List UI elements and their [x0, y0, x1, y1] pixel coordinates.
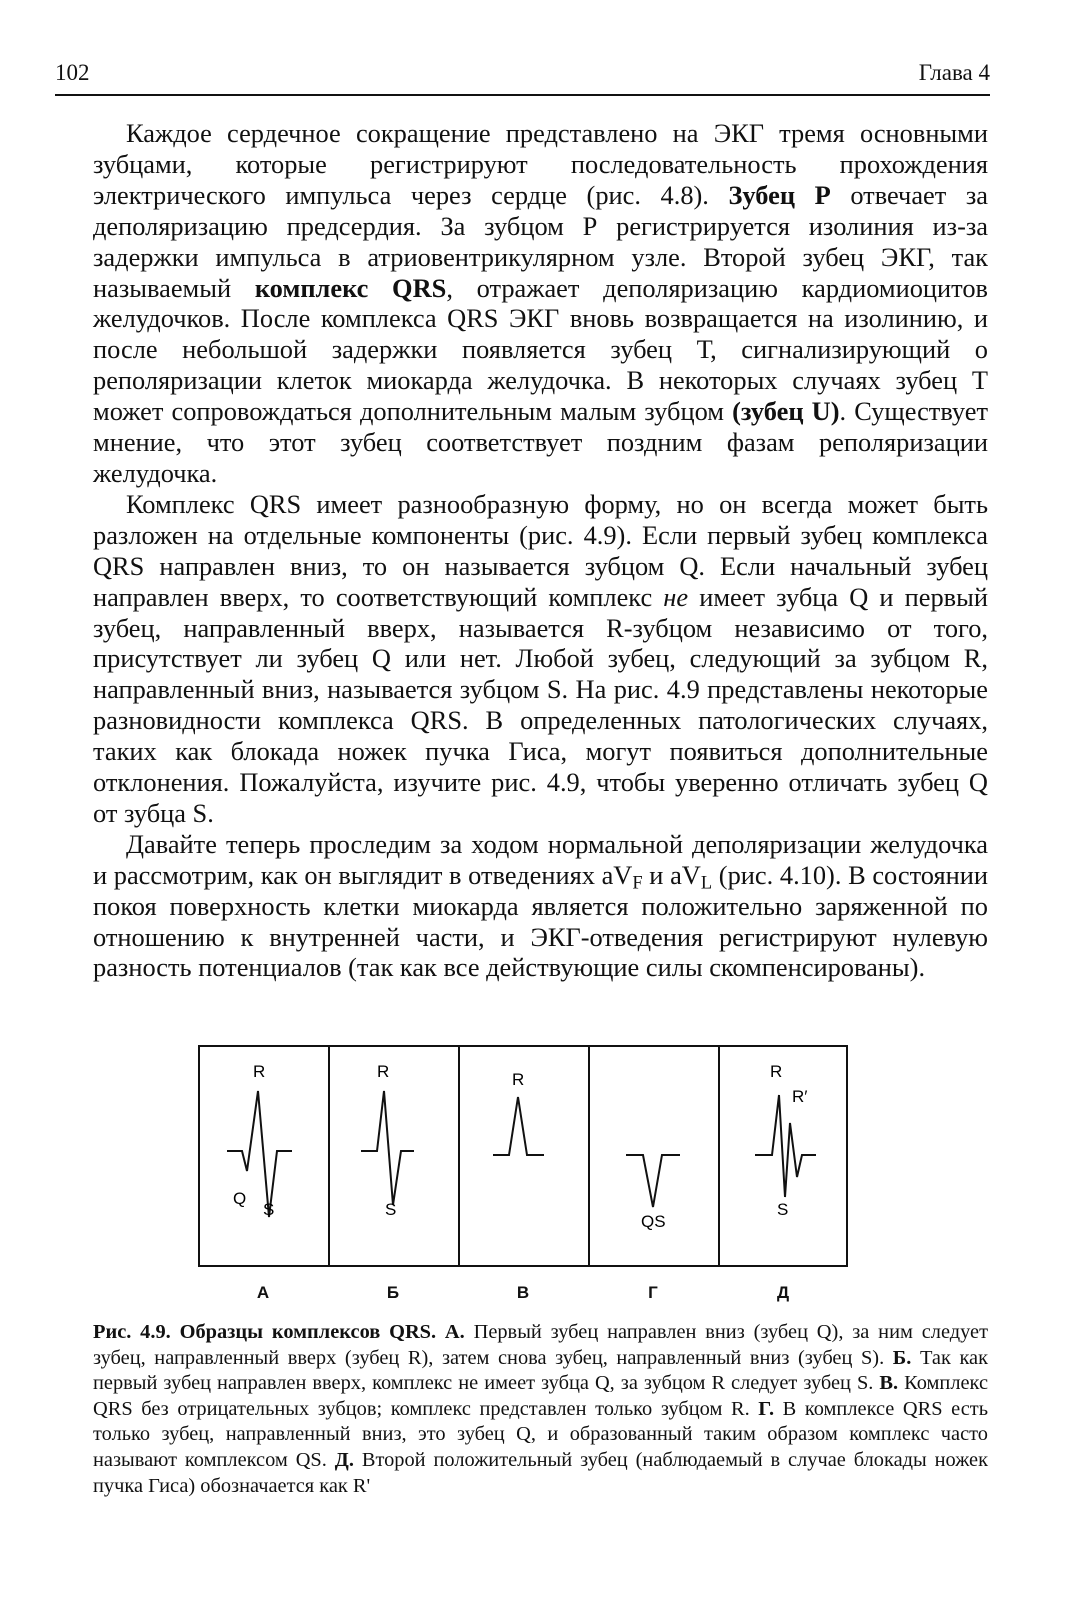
text: (рис. 4.10). В состоянии покоя поверхность клетки миокарда является положительно заряженной по отношению к внутренней части, и ЭКГ-отведения регистрируют нулевую разность потенциалов (так как все действующие силы скомпенсированы).	[93, 859, 989, 983]
text: Комплекс QRS имеет разнообразную форму, но он всегда может быть разложен на отдельные компоненты (рис. 4.9). Если первый зубец комплекса QRS направлен вниз, то он называется зубцом Q. Если начальный зубец направлен вверх, то соответствующий комплекс	[93, 488, 988, 612]
term-p-wave: Зубец Р	[728, 179, 831, 210]
term-u-wave: (зубец U)	[732, 396, 840, 427]
figure-caption	[93, 1320, 988, 1499]
caption-text	[93, 1320, 988, 1499]
wave-label-r: R	[253, 1062, 266, 1081]
subscript-l: L	[700, 872, 713, 893]
qrs-waveform-d	[720, 1047, 846, 1265]
qrs-waveform-a	[200, 1047, 328, 1265]
text: Комплекс QRS без отрицательных зубцов; комплекс представлен только зубцом R.	[93, 1372, 988, 1420]
panel-letter-g: Г	[648, 1283, 658, 1302]
caption-marker-d: Д.	[334, 1448, 354, 1471]
body-text	[93, 118, 988, 983]
wave-label-r: R	[770, 1062, 783, 1081]
panel-c	[460, 1047, 590, 1265]
text: Каждое сердечное сокращение представлено на ЭКГ тремя основными зубцами, которые регистрируют последовательность прохождения электрического импульса через сердце (рис. 4.8).	[93, 118, 988, 210]
qrs-waveform-b	[330, 1047, 458, 1265]
subscript-f: F	[632, 872, 643, 893]
wave-label-s: S	[385, 1200, 397, 1219]
text: Давайте теперь проследим за ходом нормальной деполяризации желудочка и рассмотрим, как он выглядит в отведениях aV	[93, 828, 988, 890]
text: Второй положительный зубец (наблюдаемый в случае блокады ножек пучка Гиса) обозначается как R'	[93, 1448, 988, 1497]
qrs-waveform-g	[590, 1047, 718, 1265]
panel-letter-d: Д	[776, 1283, 790, 1302]
wave-label-s: S	[777, 1200, 789, 1219]
caption-marker-c: В.	[879, 1372, 899, 1395]
paragraph-1	[93, 118, 988, 489]
wave-label-r: R	[512, 1070, 525, 1089]
qrs-waveform-c	[460, 1047, 588, 1265]
page-number: 102	[55, 60, 90, 85]
paragraph-3	[93, 829, 988, 984]
wave-label-r-prime: R′	[792, 1087, 808, 1106]
text: имеет зубца Q и первый зубец, направленный вверх, называется R-зубцом независимо от того, присутствует ли зубец Q или нет. Любой зубец, следующий за зубцом R, направленный вниз, называется зубцом S. На рис. 4.9 представлены некоторые разновидности комплекса QRS. В определенных патологических случаях, таких как блокада ножек пучка Гиса, могут появиться дополнительные отклонения. Пожалуйста, изучите рис. 4.9, чтобы уверенно отличать зубец Q от зубца S.	[93, 581, 988, 828]
wave-label-s: S	[263, 1200, 275, 1219]
panel-g	[590, 1047, 720, 1265]
caption-marker-b: Б.	[892, 1346, 912, 1369]
caption-marker-g: Г.	[758, 1397, 775, 1420]
text: и aV	[642, 859, 701, 890]
text: отвечает за деполяризацию предсердия. За зубцом Р регистрируется изолиния из-за задержки импульса в атриовентрикулярном узле. Второй зубец ЭКГ, так называемый	[93, 179, 989, 303]
panel-b	[330, 1047, 460, 1265]
paragraph-2	[93, 489, 988, 829]
panel-letter-c: В	[516, 1283, 530, 1302]
panel-letter-b: Б	[386, 1283, 400, 1302]
wave-label-qs: QS	[641, 1212, 666, 1231]
wave-label-q: Q	[233, 1189, 247, 1208]
text: Первый зубец направлен вниз (зубец Q), за ним следует зубец, направленный вверх (зубец R), затем снова зубец, направленный вниз (зубец S).	[93, 1321, 988, 1369]
term-qrs-complex: комплекс QRS	[254, 272, 447, 303]
panel-letters	[198, 1283, 848, 1307]
panel-letter-a: А	[256, 1283, 270, 1302]
panel-d	[720, 1047, 850, 1265]
qrs-figure	[198, 1045, 848, 1267]
wave-label-r: R	[377, 1062, 390, 1081]
text: Так как первый зубец направлен вверх, комплекс не имеет зубца Q, за зубцом R следует зубец S.	[93, 1346, 988, 1395]
caption-title: Рис. 4.9. Образцы комплексов QRS. А.	[93, 1321, 465, 1343]
emphasis-ne: не	[663, 581, 689, 612]
text: . Существует мнение, что этот зубец соответствует поздним фазам реполяризации желудочка.	[93, 396, 988, 488]
chapter-title: Глава 4	[918, 60, 990, 85]
text: , отражает деполяризацию кардиомиоцитов желудочков. После комплекса QRS ЭКГ вновь возвращается на изолинию, и после небольшой задержки появляется зубец Т, сигнализирующий о реполяризации клеток миокарда желудочка. В некоторых случаях зубец Т может сопровождаться дополнительным малым зубцом	[93, 272, 989, 427]
text: В комплексе QRS есть только зубец, направленный вниз, это зубец Q, и образованный таким образом комплекс часто называют комплексом QS.	[93, 1397, 988, 1471]
page-header	[55, 60, 990, 96]
panel-a	[200, 1047, 330, 1265]
